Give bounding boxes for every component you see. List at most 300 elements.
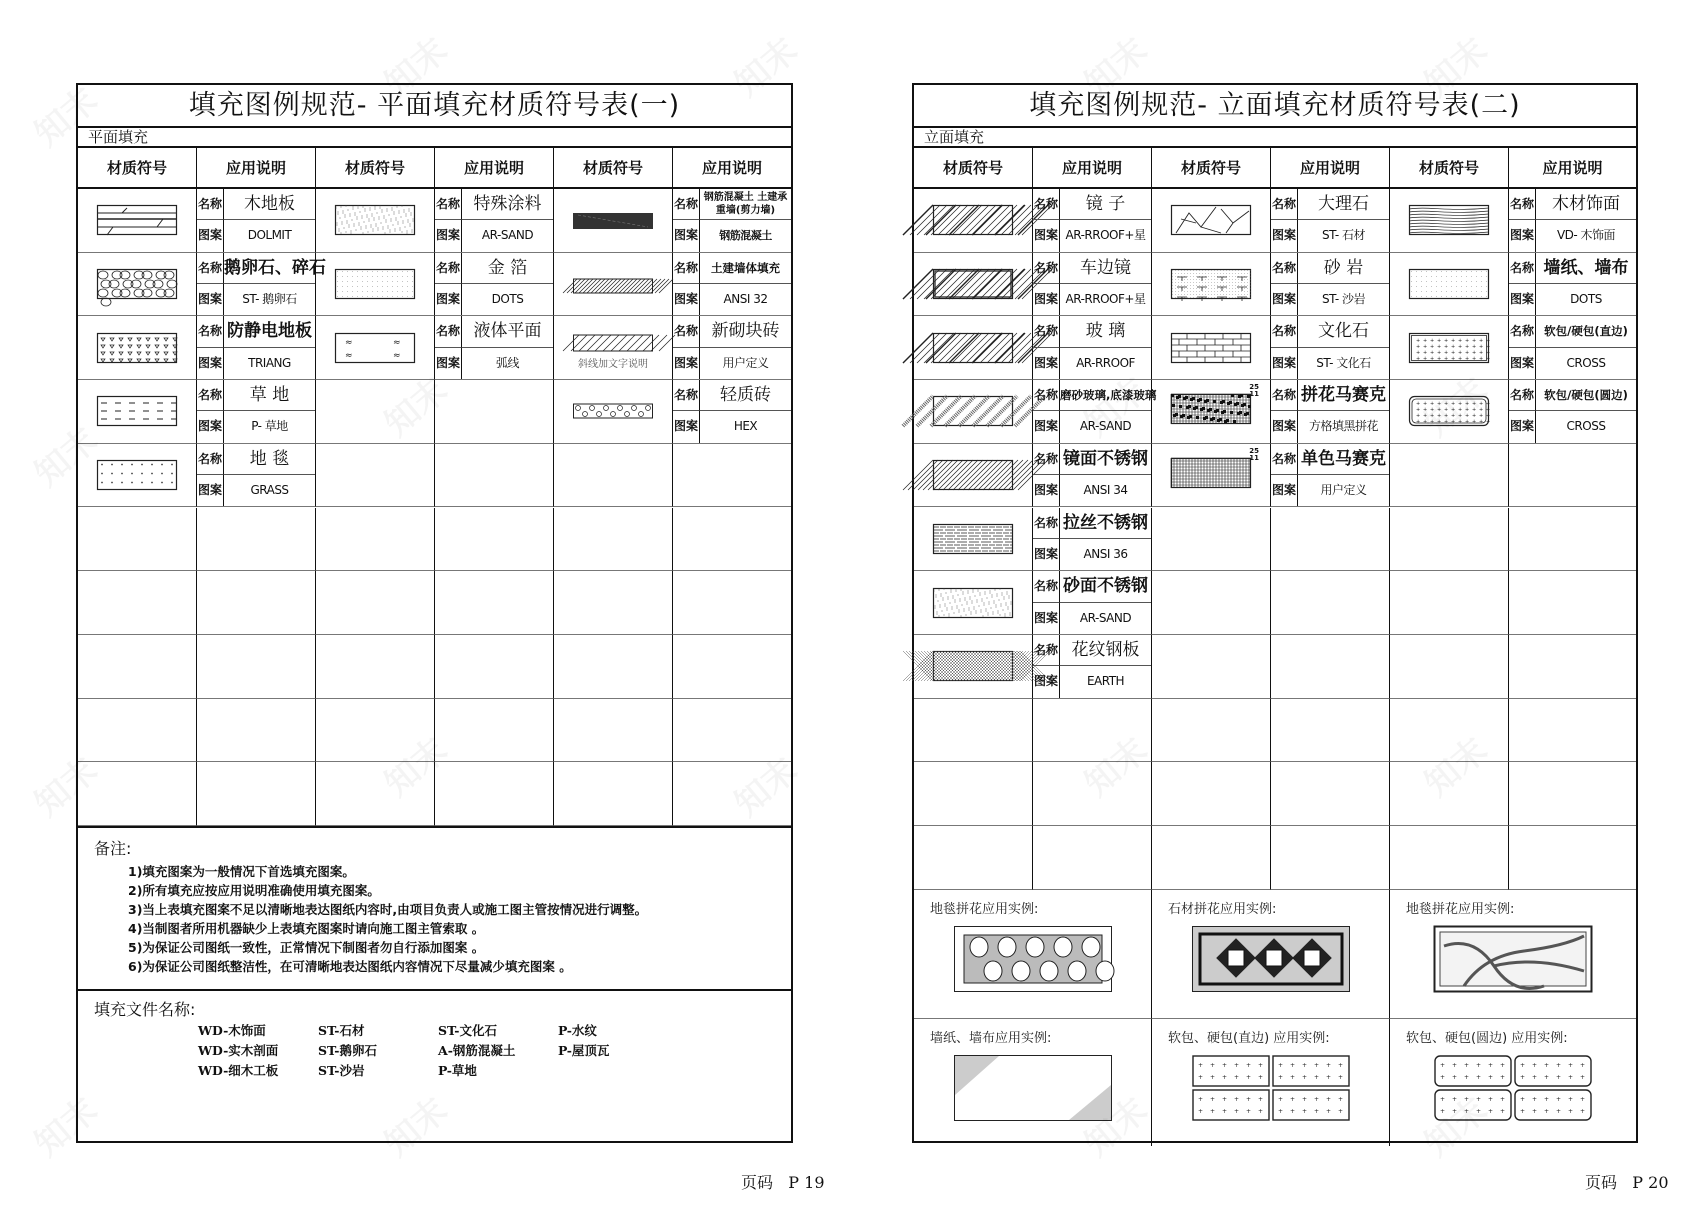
svg-text:+: + (1568, 1095, 1574, 1103)
material-name: 木材饰面 (1536, 189, 1636, 220)
example-cell (1152, 1019, 1390, 1146)
carpet-curves-icon (1434, 926, 1592, 992)
pattern-key: 图案 (1271, 220, 1298, 251)
svg-text:+: + (1437, 407, 1442, 414)
swatch-glass-icon (933, 333, 1013, 363)
svg-text:+: + (1476, 1095, 1482, 1103)
svg-text:≈: ≈ (393, 337, 401, 348)
material-symbol-cell (316, 316, 435, 380)
svg-text:+: + (1289, 1107, 1295, 1115)
svg-text:+: + (1430, 419, 1435, 426)
svg-text:+: + (1233, 1107, 1239, 1115)
swatch-pebble-icon (97, 269, 177, 299)
note-item: 5)为保证公司图纸一致性，正常情况下制图者勿自行添加图案 。 (128, 940, 485, 955)
svg-text:+: + (1197, 1073, 1203, 1081)
svg-text:+: + (1437, 343, 1442, 350)
material-description-cell (1509, 635, 1636, 699)
pattern-name: AR-RROOF+星 (1065, 228, 1146, 243)
svg-text:+: + (1479, 407, 1484, 414)
pattern-key: 图案 (435, 284, 462, 315)
svg-text:+: + (1337, 1073, 1343, 1081)
material-symbol-cell (1152, 253, 1271, 317)
pattern-key: 图案 (1033, 284, 1060, 315)
material-symbol-cell (1390, 380, 1509, 444)
svg-text:+: + (1580, 1061, 1586, 1069)
swatch-wave-icon (335, 333, 415, 363)
svg-text:+: + (1437, 401, 1442, 408)
pattern-name: TRIANG (248, 355, 291, 370)
right-page (912, 83, 1638, 1143)
material-symbol-cell (78, 189, 197, 253)
material-name: 大理石 (1298, 189, 1389, 220)
example-label: 地毯拼花应用实例: (930, 901, 1039, 917)
svg-text:+: + (1325, 1107, 1331, 1115)
example-figure (1192, 926, 1350, 992)
svg-text:+: + (1423, 343, 1428, 350)
material-symbol-cell (316, 444, 435, 508)
svg-text:+: + (1416, 401, 1421, 408)
file-name: A-钢筋混凝土 (438, 1043, 516, 1058)
svg-text:+: + (1486, 343, 1491, 350)
material-description-cell (1271, 253, 1390, 317)
swatch-carpet-icon (97, 460, 177, 490)
swatch-sandstone-icon (1171, 269, 1251, 299)
material-symbol-cell (554, 508, 673, 572)
pattern-key: 图案 (1033, 603, 1060, 634)
swatch-caption: 斜线加文字说明 (578, 359, 648, 371)
name-key: 名称 (1033, 316, 1060, 347)
svg-text:+: + (1221, 1073, 1227, 1081)
pattern-name: 用户定义 (722, 355, 769, 370)
material-description-cell (435, 380, 554, 444)
material-name: 地 毯 (224, 444, 315, 475)
svg-text:+: + (1289, 1095, 1295, 1103)
column-header: 材质符号 (554, 148, 673, 189)
svg-text:+: + (1544, 1061, 1550, 1069)
svg-text:+: + (1416, 337, 1421, 344)
pattern-key: 图案 (1033, 539, 1060, 570)
pattern-key: 图案 (1033, 411, 1060, 442)
swatch-solid-icon (573, 205, 653, 235)
name-key: 名称 (197, 189, 224, 220)
material-name: 金 箔 (462, 253, 553, 284)
material-description-cell (1509, 444, 1636, 508)
svg-text:+: + (1430, 401, 1435, 408)
pattern-name: CROSS (1566, 355, 1606, 370)
material-symbol-cell (554, 762, 673, 826)
material-description-cell (1033, 762, 1152, 826)
material-description-cell (1509, 253, 1636, 317)
material-description-cell (1271, 444, 1390, 508)
material-name: 草 地 (224, 380, 315, 411)
svg-text:+: + (1289, 1073, 1295, 1081)
page-footer-left (741, 1170, 825, 1193)
material-symbol-cell (1390, 316, 1509, 380)
material-description-cell (1271, 699, 1390, 763)
material-description-cell (1033, 699, 1152, 763)
material-symbol-cell (316, 508, 435, 572)
svg-text:+: + (1221, 1095, 1227, 1103)
svg-text:+: + (1532, 1095, 1538, 1103)
material-symbol-cell (554, 316, 673, 380)
example-figure (954, 1055, 1112, 1121)
svg-text:+: + (1464, 1107, 1470, 1115)
svg-text:+: + (1451, 413, 1456, 420)
svg-text:+: + (1464, 1073, 1470, 1081)
section-label: 立面填充 (914, 128, 1636, 148)
material-description-cell (1033, 571, 1152, 635)
carpet-mosaic-icon (954, 926, 1112, 992)
material-name: 砂 岩 (1298, 253, 1389, 284)
svg-text:+: + (1465, 337, 1470, 344)
svg-text:+: + (1458, 419, 1463, 426)
svg-text:+: + (1520, 1061, 1526, 1069)
pattern-key: 图案 (1509, 284, 1536, 315)
svg-text:+: + (1301, 1073, 1307, 1081)
pattern-name: HEX (733, 419, 758, 434)
pattern-name: AR-RROOF+星 (1065, 292, 1146, 307)
svg-text:+: + (1444, 343, 1449, 350)
name-key: 名称 (1271, 444, 1298, 475)
pattern-name: ST- 石材 (1322, 228, 1365, 243)
svg-text:+: + (1257, 1073, 1263, 1081)
file-names-label: 填充文件名称: (94, 1000, 196, 1019)
material-symbol-cell (316, 699, 435, 763)
material-description-cell (673, 253, 791, 317)
dimension-label: 25 11 (1249, 383, 1259, 399)
swatch-ansi36-icon (933, 524, 1013, 554)
name-key: 名称 (1271, 189, 1298, 220)
svg-text:+: + (1479, 413, 1484, 420)
svg-text:+: + (1444, 413, 1449, 420)
svg-text:+: + (1440, 1073, 1446, 1081)
stone-mosaic-icon (1192, 926, 1350, 992)
material-symbol-cell (316, 635, 435, 699)
material-name: 特殊涂料 (462, 189, 553, 220)
svg-text:+: + (1337, 1107, 1343, 1115)
material-name: 拉丝不锈钢 (1060, 508, 1151, 539)
material-description-cell (1271, 380, 1390, 444)
svg-text:+: + (1458, 349, 1463, 356)
svg-text:+: + (1465, 407, 1470, 414)
page-footer-right (1585, 1170, 1669, 1193)
pattern-name: GRASS (250, 483, 289, 498)
material-description-cell (1271, 571, 1390, 635)
svg-text:+: + (1337, 1095, 1343, 1103)
material-description-cell (435, 699, 554, 763)
svg-text:+: + (1451, 419, 1456, 426)
material-symbol-cell (1152, 316, 1271, 380)
material-symbol-cell (1390, 189, 1509, 253)
name-key: 名称 (435, 316, 462, 347)
name-key: 名称 (1509, 316, 1536, 347)
material-description-cell (1271, 826, 1390, 890)
svg-text:+: + (1479, 349, 1484, 356)
material-symbol-cell (914, 253, 1033, 317)
material-description-cell (197, 316, 316, 380)
material-symbol-cell (914, 762, 1033, 826)
material-symbol-cell (554, 253, 673, 317)
column-header: 应用说明 (1509, 148, 1636, 189)
note-item: 3)当上表填充图案不足以清晰地表达图纸内容时,由项目负责人或施工图主管按情况进行调整。 (128, 902, 648, 917)
svg-text:+: + (1437, 355, 1442, 362)
material-symbol-cell (914, 189, 1033, 253)
column-header: 应用说明 (197, 148, 316, 189)
material-symbol-cell (1390, 571, 1509, 635)
material-symbol-cell (78, 253, 197, 317)
material-symbol-cell (1152, 444, 1271, 508)
svg-text:+: + (1472, 401, 1477, 408)
pattern-key: 图案 (197, 348, 224, 379)
pattern-key: 图案 (1033, 348, 1060, 379)
svg-text:+: + (1486, 401, 1491, 408)
svg-text:+: + (1233, 1061, 1239, 1069)
svg-text:+: + (1289, 1061, 1295, 1069)
material-symbol-cell (554, 635, 673, 699)
svg-text:+: + (1430, 407, 1435, 414)
svg-text:+: + (1472, 343, 1477, 350)
material-symbol-cell (1152, 699, 1271, 763)
material-description-cell (197, 699, 316, 763)
svg-text:+: + (1437, 337, 1442, 344)
material-description-cell (1509, 380, 1636, 444)
file-name: ST-鹅卵石 (318, 1043, 377, 1058)
svg-text:+: + (1488, 1107, 1494, 1115)
material-name: 软包/硬包(圆边) (1536, 380, 1636, 411)
svg-text:+: + (1437, 413, 1442, 420)
svg-text:+: + (1277, 1061, 1283, 1069)
name-key: 名称 (1509, 189, 1536, 220)
notes-section (78, 826, 791, 991)
svg-text:+: + (1465, 349, 1470, 356)
svg-text:+: + (1500, 1061, 1506, 1069)
svg-text:+: + (1472, 413, 1477, 420)
file-name: ST-石材 (318, 1023, 365, 1038)
svg-text:+: + (1451, 343, 1456, 350)
svg-text:+: + (1416, 419, 1421, 426)
material-symbol-cell (914, 635, 1033, 699)
pattern-key: 图案 (1271, 411, 1298, 442)
pattern-key: 图案 (1033, 475, 1060, 506)
swatch-marble-icon (1171, 205, 1251, 235)
material-symbol-cell (78, 508, 197, 572)
swatch-earth-icon (933, 651, 1013, 681)
svg-text:+: + (1423, 407, 1428, 414)
svg-text:+: + (1430, 355, 1435, 362)
swatch-ansi32-icon (573, 269, 653, 299)
material-symbol-cell (1390, 444, 1509, 508)
page-number: P 20 (1632, 1173, 1669, 1192)
material-description-cell (1509, 189, 1636, 253)
page-label: 页码 (741, 1173, 774, 1192)
svg-text:+: + (1568, 1061, 1574, 1069)
pattern-key: 图案 (197, 475, 224, 506)
svg-text:+: + (1488, 1061, 1494, 1069)
svg-text:+: + (1580, 1095, 1586, 1103)
name-key: 名称 (1033, 444, 1060, 475)
pattern-key: 图案 (673, 220, 700, 251)
svg-text:+: + (1479, 419, 1484, 426)
name-key: 名称 (1271, 316, 1298, 347)
page-label: 页码 (1585, 1173, 1618, 1192)
svg-text:+: + (1486, 349, 1491, 356)
svg-text:+: + (1451, 407, 1456, 414)
column-header: 应用说明 (1271, 148, 1390, 189)
svg-text:+: + (1544, 1095, 1550, 1103)
name-key: 名称 (1271, 380, 1298, 411)
svg-text:≈: ≈ (393, 350, 401, 361)
material-symbol-cell (1152, 826, 1271, 890)
material-description-cell (1271, 508, 1390, 572)
file-names-grid (198, 1021, 678, 1079)
svg-text:+: + (1451, 349, 1456, 356)
material-description-cell (197, 189, 316, 253)
svg-text:+: + (1472, 337, 1477, 344)
material-symbol-cell (914, 699, 1033, 763)
column-header: 材质符号 (914, 148, 1033, 189)
svg-text:≈: ≈ (345, 337, 353, 348)
svg-text:+: + (1458, 413, 1463, 420)
column-header: 应用说明 (673, 148, 791, 189)
svg-text:+: + (1423, 355, 1428, 362)
file-name (558, 1061, 678, 1079)
name-key: 名称 (197, 444, 224, 475)
material-name: 镜面不锈钢 (1060, 444, 1151, 475)
material-name: 磨砂玻璃,底漆玻璃 (1060, 380, 1151, 411)
svg-text:+: + (1277, 1095, 1283, 1103)
wallpaper-icon (954, 1055, 1112, 1121)
material-name: 新砌块砖 (700, 316, 791, 347)
material-name: 钢筋混凝土 土建承重墙(剪力墙) (700, 189, 791, 220)
svg-text:+: + (1500, 1073, 1506, 1081)
note-item: 4)当制图者所用机器缺少上表填充图案时请向施工图主管索取 。 (128, 921, 485, 936)
material-description-cell (673, 380, 791, 444)
material-description-cell (1509, 316, 1636, 380)
pattern-name: ANSI 34 (1083, 483, 1128, 498)
name-key: 名称 (1509, 380, 1536, 411)
material-symbol-cell (554, 380, 673, 444)
swatch-culture-icon (1171, 333, 1251, 363)
svg-text:+: + (1486, 355, 1491, 362)
svg-text:+: + (1301, 1095, 1307, 1103)
svg-text:+: + (1245, 1061, 1251, 1069)
material-name: 文化石 (1298, 316, 1389, 347)
material-symbol-cell (1152, 571, 1271, 635)
material-description-cell (197, 635, 316, 699)
material-symbol-cell (1152, 508, 1271, 572)
page-title: 填充图例规范- 立面填充材质符号表(二) (914, 85, 1636, 128)
svg-text:+: + (1520, 1095, 1526, 1103)
material-name: 砂面不锈钢 (1060, 571, 1151, 602)
svg-text:+: + (1440, 1095, 1446, 1103)
swatch-grass-icon (97, 396, 177, 426)
material-symbol-cell (1390, 699, 1509, 763)
example-cell (1390, 890, 1636, 1019)
material-description-cell (1033, 253, 1152, 317)
swatch-hex-icon (573, 396, 653, 426)
example-figure (1434, 926, 1592, 992)
svg-text:+: + (1197, 1061, 1203, 1069)
svg-text:+: + (1416, 343, 1421, 350)
svg-text:+: + (1452, 1061, 1458, 1069)
swatch-mosaic1-icon (1171, 394, 1251, 424)
svg-text:+: + (1486, 337, 1491, 344)
material-symbol-cell (1390, 508, 1509, 572)
material-symbol-cell (914, 316, 1033, 380)
name-key: 名称 (1509, 253, 1536, 284)
pattern-key: 图案 (197, 284, 224, 315)
pattern-name: AR-SAND (1079, 610, 1132, 625)
svg-text:+: + (1437, 349, 1442, 356)
example-cell (914, 890, 1152, 1019)
material-symbol-cell (1390, 826, 1509, 890)
note-item: 6)为保证公司图纸整洁性，在可清晰地表达图纸内容情况下尽量减少填充图案 。 (128, 959, 572, 974)
svg-text:+: + (1423, 349, 1428, 356)
pattern-name: VD- 木饰面 (1556, 228, 1616, 243)
example-label: 墙纸、墙布应用实例: (930, 1030, 1052, 1046)
material-description-cell (673, 316, 791, 380)
swatch-mosaic2-icon (1171, 458, 1251, 488)
material-name: 鹅卵石、碎石 (224, 253, 315, 284)
svg-text:+: + (1245, 1073, 1251, 1081)
svg-text:+: + (1423, 337, 1428, 344)
svg-text:+: + (1313, 1073, 1319, 1081)
svg-text:+: + (1440, 1107, 1446, 1115)
pattern-key: 图案 (673, 348, 700, 379)
name-key: 名称 (435, 253, 462, 284)
name-key: 名称 (1033, 189, 1060, 220)
file-name: WD-细木工板 (198, 1063, 279, 1078)
svg-text:+: + (1464, 1061, 1470, 1069)
material-name: 车边镜 (1060, 253, 1151, 284)
pattern-key: 图案 (1509, 411, 1536, 442)
svg-text:+: + (1476, 1073, 1482, 1081)
material-symbol-cell (554, 571, 673, 635)
svg-text:+: + (1209, 1095, 1215, 1103)
name-key: 名称 (673, 380, 700, 411)
material-symbol-cell (1152, 189, 1271, 253)
swatch-sand-icon (933, 588, 1013, 618)
name-key: 名称 (673, 189, 700, 220)
material-name: 墙纸、墙布 (1536, 253, 1636, 284)
material-description-cell (197, 253, 326, 317)
svg-text:+: + (1437, 419, 1442, 426)
material-symbol-cell (78, 444, 197, 508)
pattern-key: 图案 (197, 411, 224, 442)
material-description-cell (197, 380, 316, 444)
material-description-cell (1033, 444, 1152, 508)
pattern-key: 图案 (1271, 475, 1298, 506)
pattern-key: 图案 (1271, 348, 1298, 379)
column-header: 材质符号 (316, 148, 435, 189)
material-symbol-cell (914, 444, 1033, 508)
svg-text:+: + (1465, 413, 1470, 420)
material-symbol-cell (554, 444, 673, 508)
svg-text:+: + (1452, 1073, 1458, 1081)
name-key: 名称 (1033, 253, 1060, 284)
material-description-cell (673, 762, 791, 826)
name-key: 名称 (673, 253, 700, 284)
svg-text:+: + (1479, 343, 1484, 350)
svg-text:+: + (1416, 407, 1421, 414)
material-description-cell (1271, 762, 1390, 826)
material-description-cell (435, 762, 554, 826)
svg-text:+: + (1277, 1073, 1283, 1081)
material-description-cell (1509, 826, 1636, 890)
svg-text:+: + (1580, 1107, 1586, 1115)
column-header: 材质符号 (78, 148, 197, 189)
material-symbol-cell (554, 189, 673, 253)
